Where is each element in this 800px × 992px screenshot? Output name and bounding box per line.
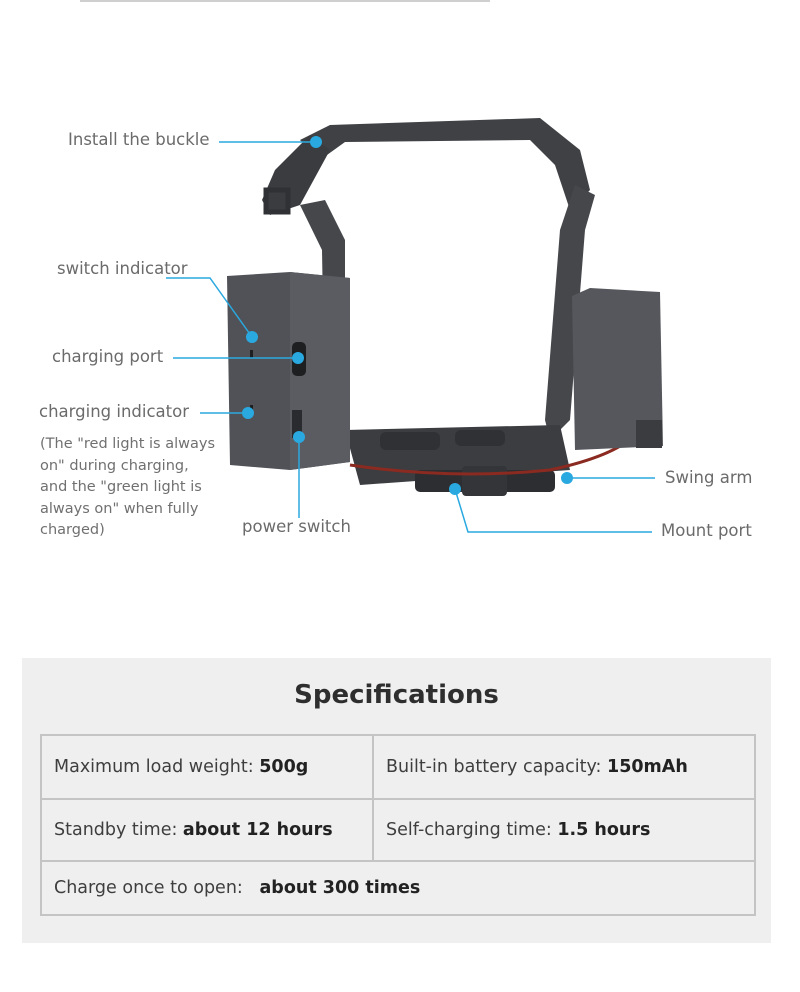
specifications-table [40, 734, 756, 916]
spec-cell [41, 735, 373, 799]
dot-power-switch [293, 431, 305, 443]
dot-swing-arm [561, 472, 573, 484]
spec-cell [373, 735, 755, 799]
table-row [41, 799, 755, 861]
frame-top-arm [300, 118, 590, 210]
label-mount-port: Mount port [661, 521, 752, 540]
spec-label: Self-charging time: [386, 820, 558, 840]
spec-value: about 300 times [259, 878, 421, 898]
dot-charging-indicator [242, 407, 254, 419]
base-slot [455, 430, 505, 446]
label-charging-port: charging port [52, 347, 164, 366]
spec-value: 1.5 hours [557, 820, 651, 840]
spec-value: 500g [259, 757, 309, 777]
dot-mount-port [449, 483, 461, 495]
product-image [227, 118, 663, 496]
dot-switch-indicator [246, 331, 258, 343]
spec-value: 150mAh [607, 757, 688, 777]
dot-install-buckle [310, 136, 322, 148]
mount-port-block [462, 466, 507, 496]
label-charging-indicator: charging indicator [39, 402, 189, 421]
label-switch-indicator: switch indicator [57, 259, 188, 278]
switch-indicator-led [250, 350, 253, 358]
dot-charging-port [292, 352, 304, 364]
label-install-buckle: Install the buckle [68, 130, 210, 149]
spec-cell [41, 861, 755, 915]
spec-label: Built-in battery capacity: [386, 757, 608, 777]
label-swing-arm: Swing arm [665, 468, 753, 487]
spec-cell [41, 799, 373, 861]
table-row [41, 735, 755, 799]
specifications-title: Specifications [294, 680, 499, 710]
spec-label: Standby time: [54, 820, 183, 840]
right-battery-clip [636, 420, 662, 448]
spec-label: Charge once to open: [54, 878, 260, 898]
spec-value: about 12 hours [182, 820, 333, 840]
base-slot [380, 432, 440, 450]
specifications-panel [22, 658, 771, 943]
table-row [41, 861, 755, 915]
spec-cell [373, 799, 755, 861]
spec-label: Maximum load weight: [54, 757, 260, 777]
charging-indicator-note: (The "red light is always on" during charging, and the "green light is always on" when fully charged) [40, 436, 216, 538]
label-power-switch: power switch [242, 517, 351, 536]
